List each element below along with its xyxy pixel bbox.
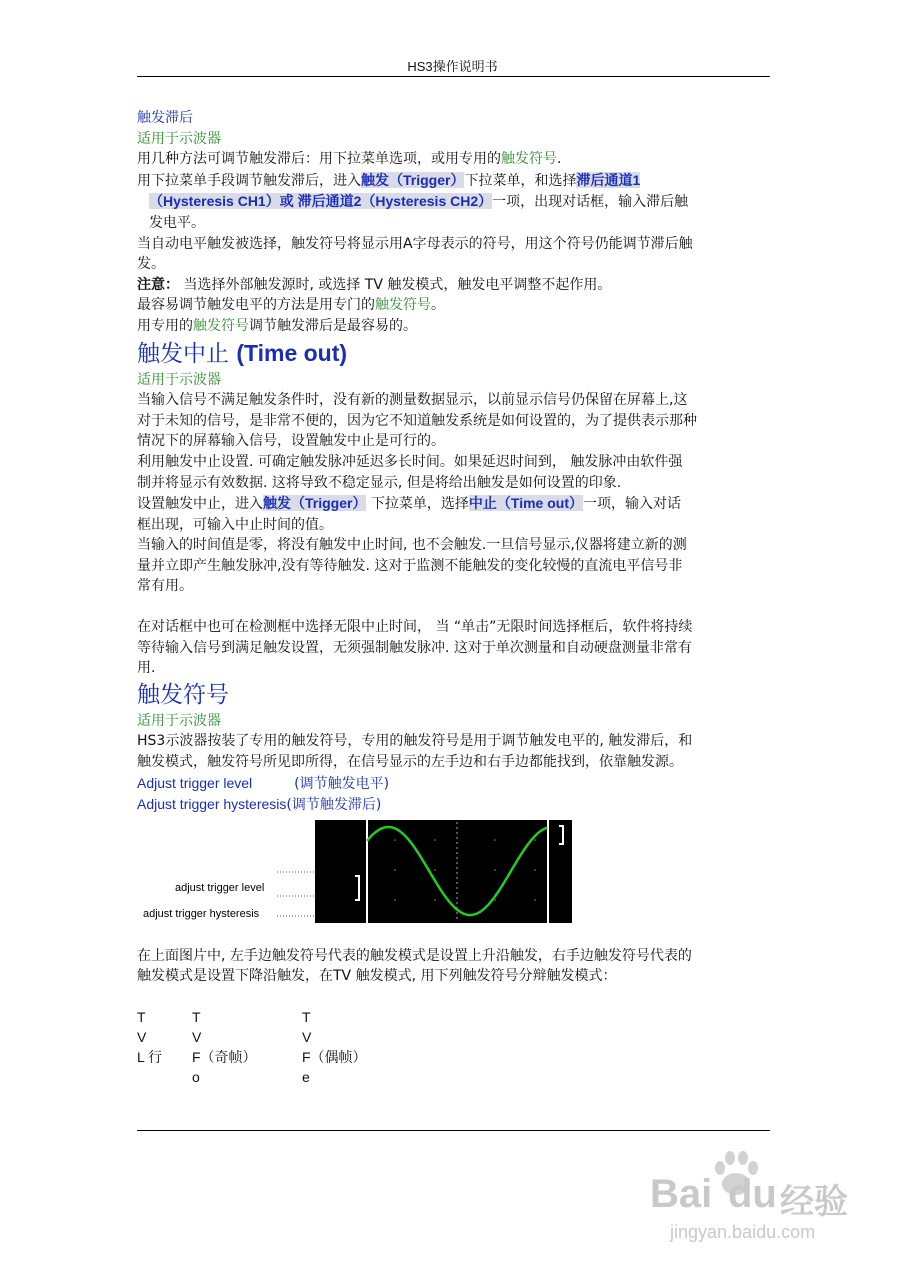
paragraph: 制并将显示有效数据. 这将导致不稳定显示, 但是将给出触发是如何设置的印象.	[137, 474, 622, 491]
paragraph: 发。	[137, 256, 165, 273]
section-title-timeout: 触发中止 (Time out)	[137, 339, 348, 367]
section-title-hysteresis: 触发滞后	[137, 110, 193, 126]
paragraph: 用几种方法可调节触发滞后：用下拉菜单选项，或用专用的触发符号.	[137, 151, 562, 168]
tv-odd-c2-r3: F（奇帧）	[192, 1049, 257, 1065]
oscilloscope-display	[315, 820, 572, 923]
paragraph: 在对话框中也可在检测框中选择无限中止时间， 当 “单击”无限时间选择框后，软件将持续	[137, 619, 693, 636]
right-trigger-symbol-icon	[559, 826, 563, 844]
note-label: 注意：	[137, 276, 179, 293]
header-rule	[137, 76, 770, 77]
applies-to-oscilloscope: 适用于示波器	[137, 130, 221, 147]
trigger-symbol-link: 触发符号	[501, 151, 557, 168]
watermark-url: jingyan.baidu.com	[670, 1222, 816, 1242]
paragraph: 最容易调节触发电平的方法是用专门的触发符号。	[137, 297, 445, 314]
hysteresis-ch1-ref: 滞后通道1	[576, 171, 641, 188]
trigger-symbol-figure	[137, 820, 577, 926]
watermark-brand: Bai	[650, 1172, 713, 1216]
tv-line-c1-r3: L 行	[137, 1049, 163, 1065]
paragraph: 当输入的时间值是零，将没有触发中止时间, 也不会触发.一旦信号显示,仪器将建立新的测	[137, 537, 687, 554]
note: 注意： 当选择外部触发源时, 或选择 TV 触发模式，触发电平调整不起作用。	[137, 276, 612, 293]
tv-even-c3-r2: V	[302, 1029, 312, 1045]
adjust-hysteresis-line: Adjust trigger hysteresis(调节触发滞后)	[137, 796, 382, 814]
watermark-cn: 经验	[780, 1183, 848, 1221]
figure-label-level: adjust trigger level	[175, 881, 265, 894]
trigger-symbol-link: 触发符号	[193, 317, 249, 334]
paragraph: 利用触发中止设置. 可确定触发脉冲延迟多长时间。如果延迟时间到， 触发脉冲由软件强	[137, 453, 683, 470]
timeout-option-ref: 中止（Time out）	[468, 495, 583, 512]
left-trigger-symbol-icon	[355, 876, 359, 900]
watermark-brand-du: du	[728, 1172, 777, 1216]
paragraph: 当自动电平触发被选择，触发符号将显示用A字母表示的符号，用这个符号仍能调节滞后触	[137, 235, 693, 252]
paragraph: 发电平。	[149, 214, 205, 231]
paragraph: 触发模式，触发符号所见即所得，在信号显示的左手边和右手边都能找到，依靠触发源。	[137, 754, 683, 771]
oscilloscope-screen	[315, 820, 572, 923]
document-body	[137, 108, 772, 1093]
hysteresis-ch2-ref: （Hysteresis CH1）或 滞后通道2（Hysteresis CH2）	[149, 193, 493, 210]
applies-to-oscilloscope: 适用于示波器	[137, 371, 221, 388]
tv-odd-c2-r2: V	[192, 1029, 202, 1045]
paragraph: 情况下的屏幕输入信号，设置触发中止是可行的。	[137, 433, 445, 450]
paragraph: 用.	[137, 660, 156, 677]
tv-line-c1-r1: T	[137, 1009, 146, 1025]
tv-line-c1-r2: V	[137, 1029, 147, 1045]
tv-even-c3-r1: T	[302, 1009, 311, 1025]
paragraph: 当输入信号不满足触发条件时，没有新的测量数据显示，以前显示信号仍保留在屏幕上,这	[137, 392, 688, 409]
footer-rule	[137, 1130, 770, 1131]
tv-trigger-modes	[137, 1007, 772, 1093]
paragraph: 对于未知的信号，是非常不便的，因为它不知道触发系统是如何设置的，为了提供表示那种	[137, 412, 697, 429]
adjust-level-line: Adjust trigger level (调节触发电平)	[137, 774, 390, 792]
paragraph: 等待输入信号到满足触发设置，无须强制触发脉冲. 这对于单次测量和自动硬盘测量非常有	[137, 639, 692, 656]
baidu-watermark	[640, 1140, 860, 1250]
tv-odd-c2-r1: T	[192, 1009, 201, 1025]
paragraph: 用下拉菜单手段调节触发滞后，进入触发（Trigger）下拉菜单，和选择滞后通道1	[137, 171, 641, 189]
page-header: HS3操作说明书	[407, 59, 498, 74]
paragraph: 设置触发中止，进入触发（Trigger） 下拉菜单，选择中止（Time out）一项，输入对话	[137, 495, 681, 513]
figure-label-hysteresis: adjust trigger hysteresis	[143, 907, 260, 920]
tv-odd-c2-r4: o	[192, 1069, 200, 1085]
paragraph: 常有用。	[137, 578, 193, 595]
signal-trace	[367, 827, 547, 915]
paragraph: 用专用的触发符号调节触发滞后是最容易的。	[137, 317, 417, 334]
section-title-trigger-symbol: 触发符号	[137, 681, 229, 708]
trigger-menu-ref: 触发（Trigger）	[263, 495, 367, 512]
tv-even-c3-r3: F（偶帧）	[302, 1049, 367, 1065]
paragraph: 在上面图片中, 左手边触发符号代表的触发模式是设置上升沿触发，右手边触发符号代表的	[137, 947, 692, 964]
applies-to-oscilloscope: 适用于示波器	[137, 712, 221, 729]
tv-even-c3-r4: e	[302, 1069, 310, 1085]
trigger-symbol-link: 触发符号	[375, 297, 431, 314]
paragraph: HS3示波器按装了专用的触发符号，专用的触发符号是用于调节触发电平的, 触发滞后，和	[137, 733, 693, 750]
paragraph: （Hysteresis CH1）或 滞后通道2（Hysteresis CH2）一项，出现对话框，输入滞后触	[149, 193, 689, 211]
paragraph: 触发模式是设置下降沿触发，在TV 触发模式, 用下列触发符号分辩触发模式：	[137, 968, 617, 985]
paragraph: 框出现，可输入中止时间的值。	[137, 516, 333, 533]
trigger-menu-ref: 触发（Trigger）	[361, 171, 465, 188]
paragraph: 量并立即产生触发脉冲,没有等待触发. 这对于监测不能触发的变化较慢的直流电平信号非	[137, 557, 683, 574]
